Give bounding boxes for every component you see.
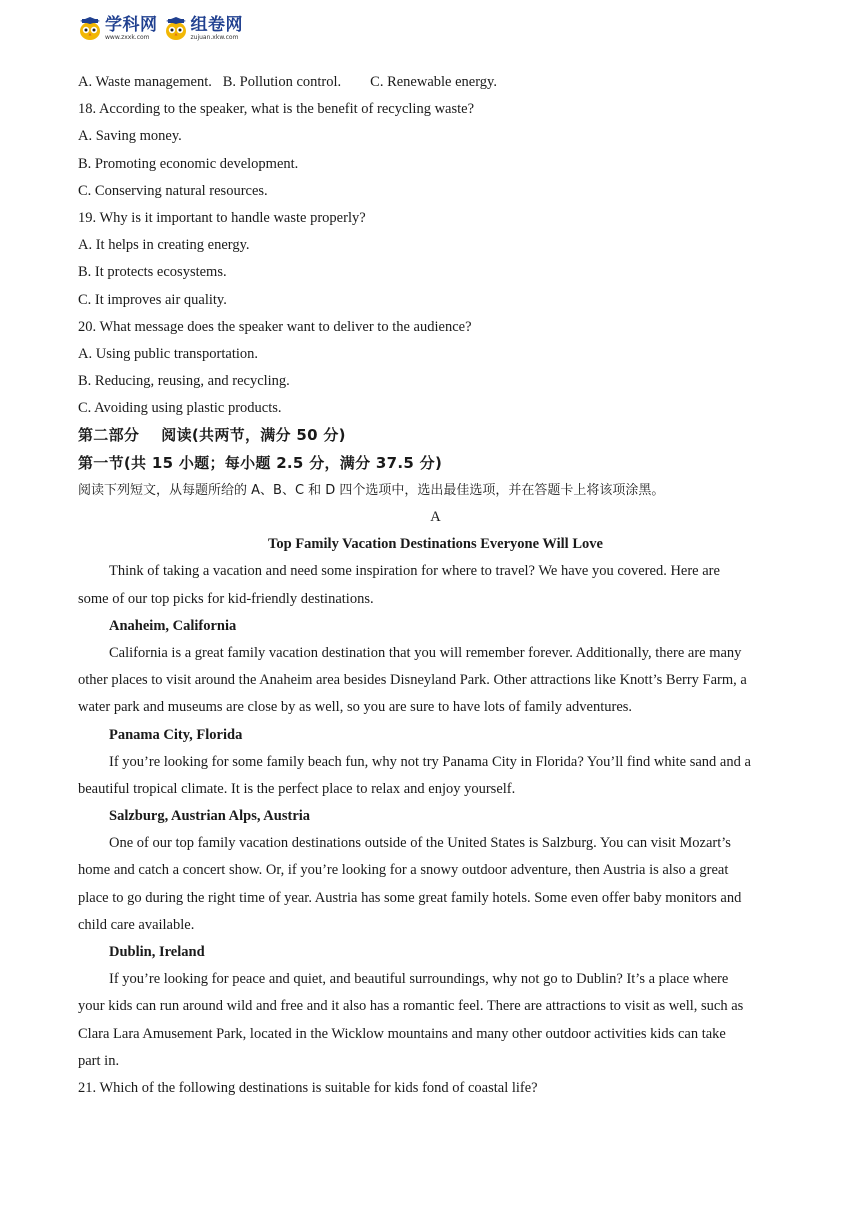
anaheim-line-2: other places to visit around the Anaheim area besides Disneyland Park. Other attractions like Knott’s Berry Farm, a bbox=[78, 672, 747, 689]
q20-option-b: B. Reducing, reusing, and recycling. bbox=[78, 373, 290, 390]
q18-option-c: C. Conserving natural resources. bbox=[78, 182, 268, 199]
dublin-line-3: Clara Lara Amusement Park, located in the Wicklow mountains and many other outdoor activities kids can take bbox=[78, 1025, 726, 1042]
zxxk-logo-url: www.zxxk.com bbox=[105, 34, 150, 41]
header-logos bbox=[78, 14, 243, 44]
intro-line-2: some of our top picks for kid-friendly destinations. bbox=[78, 590, 374, 607]
part-two-title: 第二部分 阅读(共两节，满分 50 分) bbox=[78, 426, 346, 445]
q21-question: 21. Which of the following destinations is suitable for kids fond of coastal life? bbox=[78, 1079, 538, 1096]
q20-question: 20. What message does the speaker want to deliver to the audience? bbox=[78, 318, 472, 335]
owl-mascot-icon bbox=[164, 17, 188, 41]
q20-option-c: C. Avoiding using plastic products. bbox=[78, 400, 282, 417]
panama-line-1: If you’re looking for some family beach fun, why not try Panama City in Florida? You’ll find white sand and a bbox=[109, 753, 751, 770]
q19-option-a: A. It helps in creating energy. bbox=[78, 237, 250, 254]
salzburg-line-4: child care available. bbox=[78, 916, 195, 933]
destination-heading-salzburg: Salzburg, Austrian Alps, Austria bbox=[109, 808, 311, 825]
q18-option-b: B. Promoting economic development. bbox=[78, 155, 299, 172]
anaheim-line-1: California is a great family vacation destination that you will remember forever. Additionally, there are many bbox=[109, 644, 742, 661]
section-one-title: 第一节(共 15 小题；每小题 2.5 分，满分 37.5 分) bbox=[78, 453, 443, 472]
passage-title: Top Family Vacation Destinations Everyone Will Love bbox=[268, 536, 603, 553]
destination-heading-anaheim: Anaheim, California bbox=[109, 617, 237, 634]
q17-options: A. Waste management. B. Pollution control. C. Renewable energy. bbox=[78, 74, 497, 90]
panama-line-2: beautiful tropical climate. It is the perfect place to relax and enjoy yourself. bbox=[78, 780, 516, 797]
page-content bbox=[78, 69, 793, 1102]
salzburg-line-3: place to go during the right time of year. Austria has some great family hotels. Some even offer baby monitors and bbox=[78, 889, 742, 906]
zujuan-logo bbox=[164, 17, 244, 41]
destination-heading-panama: Panama City, Florida bbox=[109, 726, 243, 743]
owl-mascot-icon bbox=[78, 17, 102, 41]
destination-heading-dublin: Dublin, Ireland bbox=[109, 944, 205, 960]
q20-option-a: A. Using public transportation. bbox=[78, 345, 259, 362]
passage-label: A bbox=[430, 509, 441, 525]
dublin-line-1: If you’re looking for peace and quiet, and beautiful surroundings, why not go to Dublin? It’s a place where bbox=[109, 971, 729, 988]
zxxk-logo bbox=[78, 17, 158, 41]
salzburg-line-1: One of our top family vacation destinations outside of the United States is Salzburg. You can visit Mozart’s bbox=[109, 835, 731, 852]
dublin-line-2: your kids can run around wild and free and it also has a romantic feel. There are attractions to visit as well, such as bbox=[78, 998, 744, 1015]
reading-instruction: 阅读下列短文，从每题所给的 A、B、C 和 D 四个选项中，选出最佳选项，并在答题卡上将该项涂黑。 bbox=[78, 482, 665, 498]
dublin-line-4: part in. bbox=[78, 1052, 120, 1069]
q19-option-c: C. It improves air quality. bbox=[78, 291, 227, 308]
zujuan-logo-url: zujuan.xkw.com bbox=[190, 34, 239, 41]
q18-question: 18. According to the speaker, what is the benefit of recycling waste? bbox=[78, 101, 475, 118]
intro-line-1: Think of taking a vacation and need some inspiration for where to travel? We have you covered. Here are bbox=[109, 563, 720, 580]
q19-option-b: B. It protects ecosystems. bbox=[78, 264, 227, 281]
anaheim-line-3: water park and museums are close by as well, so you are sure to have lots of family adventures. bbox=[78, 699, 633, 716]
zxxk-logo-text: 学科网 bbox=[105, 15, 158, 35]
zujuan-logo-text: 组卷网 bbox=[190, 15, 243, 35]
salzburg-line-2: home and catch a concert show. Or, if you’re looking for a snowy outdoor adventure, then Austria is also a great bbox=[78, 862, 729, 879]
q19-question: 19. Why is it important to handle waste properly? bbox=[78, 209, 366, 226]
q18-option-a: A. Saving money. bbox=[78, 128, 182, 145]
